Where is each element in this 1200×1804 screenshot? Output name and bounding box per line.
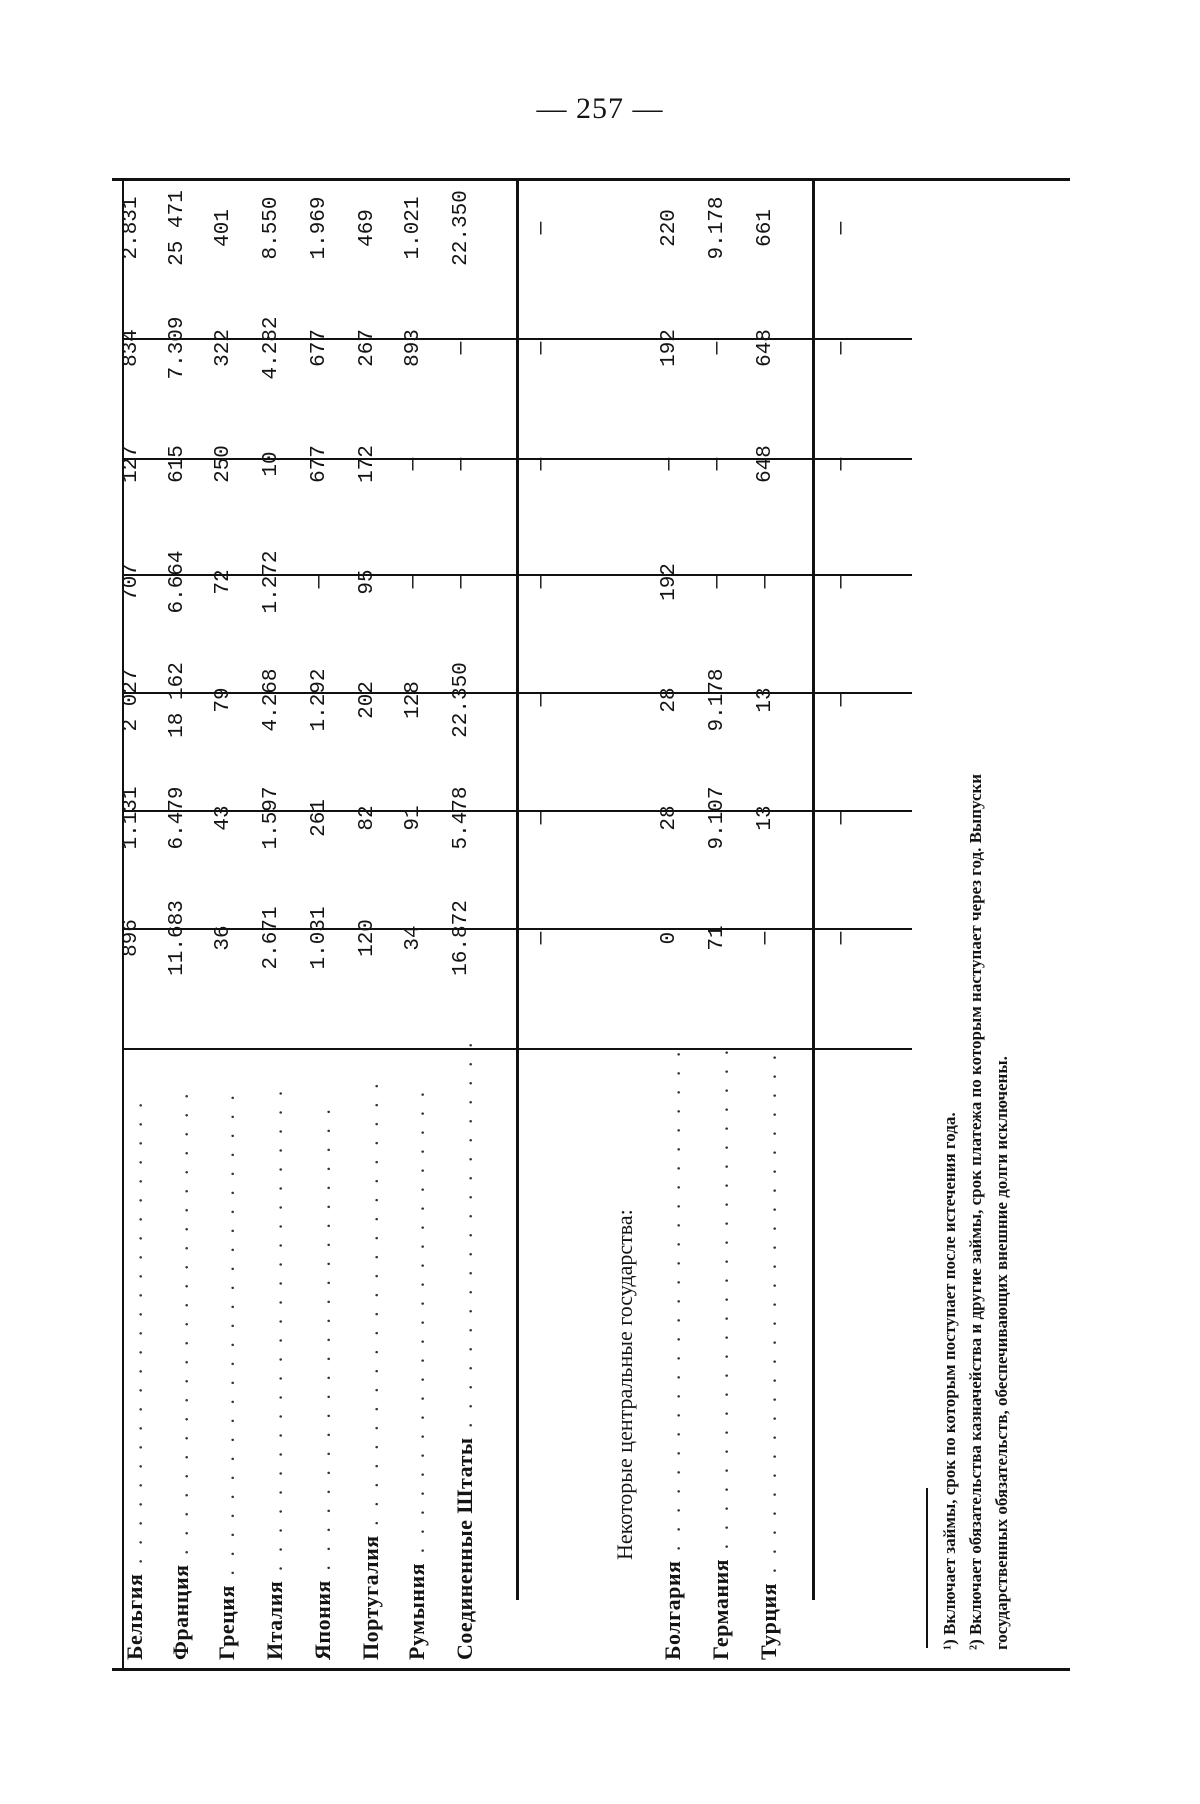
value-cell: 16.872 (450, 900, 473, 976)
value-cell: 896 (120, 919, 143, 957)
value-cell: — (450, 575, 473, 589)
value-cell: — (754, 575, 777, 589)
value-cell: 172 (356, 445, 379, 483)
value-cell: — (450, 341, 473, 355)
value-cell: 220 (658, 209, 681, 247)
value-cell: 0 (658, 931, 681, 945)
value-cell: 322 (212, 329, 235, 367)
value-cell: 9.178 (706, 668, 729, 732)
value-cell: — (830, 811, 853, 825)
column-separator (122, 338, 912, 340)
row-label: Португалия . . . . . . . . . . . . . . . . . . . . . . . . (358, 1079, 383, 1660)
value-cell: — (402, 457, 425, 471)
value-cell: — (830, 931, 853, 945)
group-rule (516, 180, 519, 1600)
value-cell: 8.550 (260, 196, 283, 260)
value-cell: 43 (212, 805, 235, 831)
value-cell: 128 (402, 681, 425, 719)
value-cell: 5.478 (450, 786, 473, 850)
value-cell: 25 471 (166, 190, 189, 266)
row-label: Турция . . . . . . . . . . . . . . . . . . . . . . . . . . . . (756, 1050, 781, 1660)
value-cell: 1.597 (260, 786, 283, 850)
footnote-3: государственных обязательств, обеспечивающих внешние долги исключены. (992, 1056, 1011, 1650)
value-cell: 1.021 (402, 196, 425, 260)
section-heading: Некоторые центральные государства: (612, 1209, 637, 1560)
value-cell: 401 (212, 209, 235, 247)
value-cell: 72 (212, 569, 235, 595)
value-cell: 2.671 (260, 906, 283, 970)
column-separator (122, 928, 912, 930)
value-cell: 9.178 (706, 196, 729, 260)
value-cell: 82 (356, 805, 379, 831)
value-cell: — (706, 457, 729, 471)
value-cell: 2 027 (120, 668, 143, 732)
value-cell: 2.831 (120, 196, 143, 260)
column-separator (122, 810, 912, 812)
value-cell: 18 162 (166, 662, 189, 738)
value-cell: — (830, 457, 853, 471)
value-cell: 469 (356, 209, 379, 247)
row-label: Франция . . . . . . . . . . . . . . . . . . . . . . . . . (168, 1089, 193, 1660)
row-label: Бельгия . . . . . . . . . . . . . . . . . . . . . . . . . (122, 1098, 147, 1660)
value-cell: 261 (308, 799, 331, 837)
value-cell: — (706, 341, 729, 355)
value-cell: — (308, 575, 331, 589)
value-cell: 834 (120, 329, 143, 367)
value-cell: 707 (120, 563, 143, 601)
value-cell: 202 (356, 681, 379, 719)
row-label: Греция . . . . . . . . . . . . . . . . . . . . . . . . . . (214, 1091, 239, 1660)
value-cell: 6.664 (166, 550, 189, 614)
value-cell: — (530, 693, 553, 707)
value-cell: 192 (658, 329, 681, 367)
value-cell: 71 (706, 925, 729, 951)
value-cell: 4.268 (260, 668, 283, 732)
column-separator (122, 1048, 912, 1050)
value-cell: — (530, 457, 553, 471)
value-cell: — (530, 931, 553, 945)
value-cell: 1.031 (308, 906, 331, 970)
value-cell: — (402, 575, 425, 589)
row-label: Италия . . . . . . . . . . . . . . . . . . . . . . . . . . (262, 1086, 287, 1660)
value-cell: 192 (658, 563, 681, 601)
value-cell: 648 (754, 445, 777, 483)
value-cell: 22.350 (450, 190, 473, 266)
column-separator (122, 458, 912, 460)
value-cell: — (658, 457, 681, 471)
column-separator (122, 574, 912, 576)
value-cell: 250 (212, 445, 235, 483)
value-cell: 893 (402, 329, 425, 367)
row-label: Соединенные Штаты . . . . . . . . . . . . . . . . . . . . . (452, 1038, 477, 1660)
value-cell: — (530, 341, 553, 355)
value-cell: 127 (120, 445, 143, 483)
value-cell: — (530, 811, 553, 825)
value-cell: 677 (308, 329, 331, 367)
value-cell: 13 (754, 805, 777, 831)
value-cell: 1.131 (120, 786, 143, 850)
value-cell: — (530, 575, 553, 589)
row-label: Япония . . . . . . . . . . . . . . . . . . . . . . . . . (310, 1105, 335, 1660)
footnote-1: ¹) Включает займы, срок по которым поступает после истечения года. (940, 1112, 959, 1650)
value-cell: 11.683 (166, 900, 189, 976)
value-cell: 34 (402, 925, 425, 951)
value-cell: 91 (402, 805, 425, 831)
value-cell: 10 (260, 451, 283, 477)
value-cell: — (706, 575, 729, 589)
value-cell: 1.969 (308, 196, 331, 260)
value-cell: 95 (356, 569, 379, 595)
row-label: Германия . . . . . . . . . . . . . . . . . . . . . . . . . . . (708, 1045, 733, 1660)
value-cell: 28 (658, 805, 681, 831)
column-separator (122, 692, 912, 694)
value-cell: 1.272 (260, 550, 283, 614)
value-cell: — (830, 693, 853, 707)
value-cell: 4.282 (260, 316, 283, 380)
value-cell: 1.292 (308, 668, 331, 732)
value-cell: — (830, 341, 853, 355)
value-cell: — (830, 575, 853, 589)
value-cell: 267 (356, 329, 379, 367)
value-cell: 28 (658, 687, 681, 713)
page-number: — 257 — (536, 92, 664, 125)
value-cell: 13 (754, 687, 777, 713)
value-cell: — (754, 931, 777, 945)
value-cell: — (450, 457, 473, 471)
top-rule (112, 178, 1070, 181)
value-cell: 615 (166, 445, 189, 483)
value-cell: 9.107 (706, 786, 729, 850)
value-cell: 677 (308, 445, 331, 483)
bottom-rule (112, 1668, 1070, 1671)
value-cell: — (530, 221, 553, 235)
value-cell: 79 (212, 687, 235, 713)
footnote-2: ²) Включает обязательства казначейства и другие займы, срок платежа по которым наступает через год. Выпуски (966, 773, 985, 1650)
value-cell: 661 (754, 209, 777, 247)
footnote-rule (926, 1488, 928, 1648)
value-cell: 22.350 (450, 662, 473, 738)
value-cell: 36 (212, 925, 235, 951)
value-cell: 648 (754, 329, 777, 367)
value-cell: — (830, 221, 853, 235)
value-cell: 120 (356, 919, 379, 957)
value-cell: 6.479 (166, 786, 189, 850)
row-label: Болгария . . . . . . . . . . . . . . . . . . . . . . . . . . . (660, 1047, 685, 1660)
group-rule (812, 180, 815, 1600)
value-cell: 7.309 (166, 316, 189, 380)
row-label: Румыния . . . . . . . . . . . . . . . . . . . . . . . . . (404, 1087, 429, 1660)
